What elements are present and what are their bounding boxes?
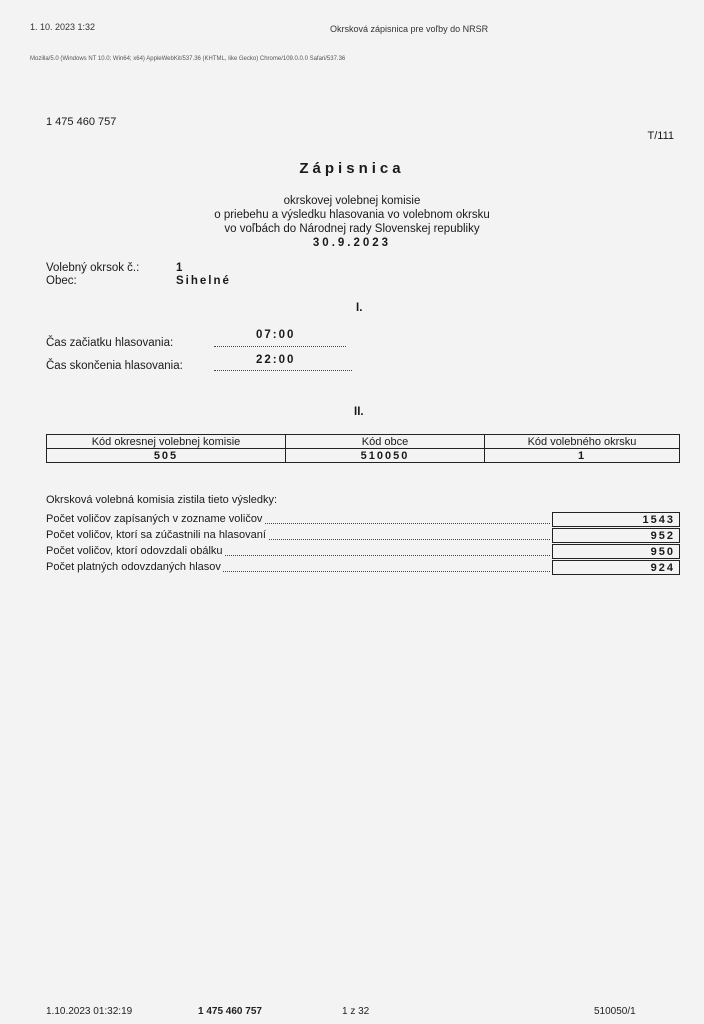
section-1-heading: I.	[356, 302, 363, 314]
codes-table	[46, 434, 680, 463]
user-agent-line: Mozilla/5.0 (Windows NT 10.0; Win64; x64) AppleWebKit/537.36 (KHTML, like Gecko) Chrome/109.0.0.0 Safari/537.36	[30, 56, 346, 62]
form-code: T/111	[647, 130, 674, 142]
result-label: Počet voličov, ktorí odovzdali obálku	[46, 545, 223, 557]
subtitle-line: vo voľbách do Národnej rady Slovenskej republiky	[224, 223, 480, 235]
start-time-value: 07:00	[256, 329, 296, 341]
result-label: Počet platných odovzdaných hlasov	[46, 561, 221, 573]
result-row	[46, 544, 680, 560]
subtitle-line: o priebehu a výsledku hlasovania vo volebnom okrsku	[214, 209, 490, 221]
document-subtitle	[0, 194, 704, 250]
footer-timestamp: 1.10.2023 01:32:19	[46, 1006, 133, 1017]
codes-header-row	[47, 435, 680, 449]
print-timestamp: 1. 10. 2023 1:32	[30, 22, 96, 32]
section-2-heading: II.	[354, 406, 364, 418]
footer-page-number: 1 z 32	[342, 1006, 370, 1017]
start-time-label: Čas začiatku hlasovania:	[46, 337, 174, 349]
results-intro: Okrsková volebná komisia zistila tieto výsledky:	[46, 494, 278, 506]
result-value: 1543	[552, 512, 680, 527]
start-time-dotted-line	[214, 345, 346, 347]
result-row	[46, 512, 680, 528]
footer-document-number: 1 475 460 757	[198, 1006, 262, 1017]
codes-header-cell: Kód volebného okrsku	[485, 435, 680, 449]
result-row	[46, 560, 680, 576]
codes-value-cell: 505	[47, 449, 286, 463]
result-label: Počet voličov, ktorí sa zúčastnili na hlasovaní	[46, 529, 266, 541]
codes-header-cell: Kód obce	[286, 435, 485, 449]
footer-code: 510050/1	[594, 1006, 636, 1017]
subtitle-line: okrskovej volebnej komisie	[283, 195, 421, 207]
end-time-dotted-line	[214, 369, 352, 371]
codes-value-cell: 1	[485, 449, 680, 463]
codes-value-row	[47, 449, 680, 463]
document-number: 1 475 460 757	[46, 116, 117, 128]
result-row	[46, 528, 680, 544]
print-page-title: Okrsková zápisnica pre voľby do NRSR	[330, 24, 489, 34]
obec-value: Sihelné	[176, 275, 231, 287]
okrsok-label: Volebný okrsok č.:	[46, 262, 140, 274]
codes-value-cell: 510050	[286, 449, 485, 463]
document-title: Zápisnica	[299, 160, 405, 177]
result-value: 924	[552, 560, 680, 575]
result-label: Počet voličov zapísaných v zozname voličov	[46, 513, 263, 525]
end-time-label: Čas skončenia hlasovania:	[46, 360, 183, 372]
okrsok-value: 1	[176, 262, 183, 274]
obec-label: Obec:	[46, 275, 77, 287]
end-time-value: 22:00	[256, 354, 296, 366]
result-value: 952	[552, 528, 680, 543]
codes-header-cell: Kód okresnej volebnej komisie	[47, 435, 286, 449]
result-value: 950	[552, 544, 680, 559]
election-date: 30.9.2023	[312, 237, 392, 249]
